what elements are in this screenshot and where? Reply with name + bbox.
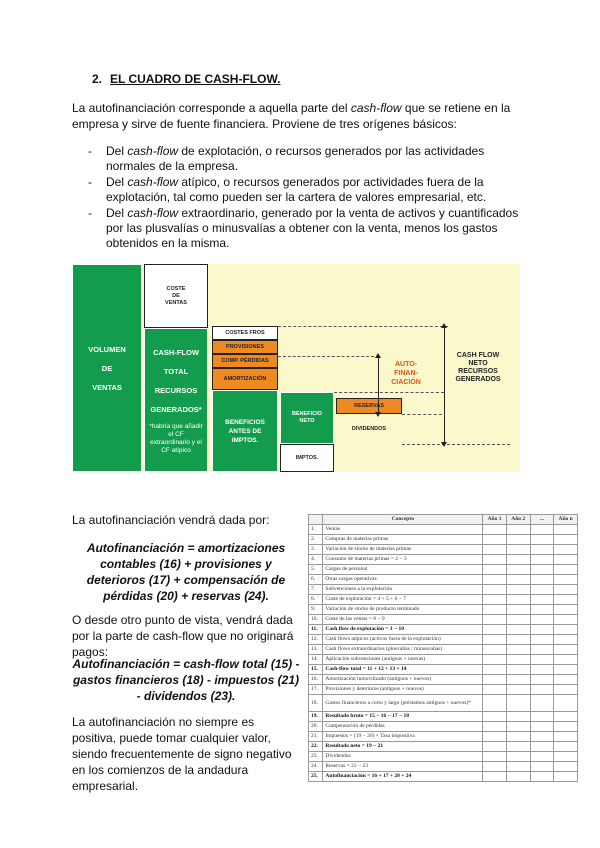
row-concept: Autofinanciación = 16 + 17 + 20 + 24 — [323, 772, 483, 782]
year-cell — [506, 635, 530, 645]
reservas-label: RESERVAS — [354, 402, 384, 409]
year-cell — [530, 675, 554, 685]
guide-line — [402, 414, 442, 415]
year-cell — [554, 675, 578, 685]
year-cell — [530, 645, 554, 655]
guide-line — [278, 356, 374, 357]
reservas-block — [336, 398, 402, 414]
row-number: 4. — [309, 555, 323, 565]
year-cell — [483, 575, 507, 585]
row-concept: Aplicación subvenciones (antiguas + nuevas) — [323, 655, 483, 665]
year-cell — [554, 772, 578, 782]
row-number: 23. — [309, 752, 323, 762]
list-dash: - — [88, 206, 92, 220]
table-header-row — [309, 515, 578, 525]
cash-flow-total-label: GENERADOS* — [150, 405, 202, 414]
list-dash: - — [88, 144, 92, 158]
table-row — [309, 685, 578, 695]
year-cell — [483, 645, 507, 655]
year-cell — [530, 655, 554, 665]
year-cell — [483, 675, 507, 685]
table-header: Concepto — [323, 515, 483, 525]
table-row — [309, 555, 578, 565]
costes-fros-label: COSTES FROS — [225, 329, 265, 336]
year-cell — [554, 695, 578, 712]
row-number: 15. — [309, 665, 323, 675]
list-item-text: Del — [106, 175, 128, 189]
year-cell — [506, 732, 530, 742]
list-item-text: extraordinario, generado por la venta de activos y cuantificados por las plusvalías o minusvalías a obtener con la venta, menos los gastos obtenidos en la misma. — [106, 206, 519, 250]
row-number: 5. — [309, 565, 323, 575]
formula-autofinanciacion-1: Autofinanciación = amortizaciones contables (16) + provisiones y deterioros (17) + compensación de pérdidas (20) + reservas (24). — [86, 541, 286, 603]
row-concept: Cargas de personal — [323, 565, 483, 575]
volumen-label: VOLUMEN — [88, 344, 126, 354]
year-cell — [530, 695, 554, 712]
year-cell — [530, 545, 554, 555]
cash-flow-total-block — [144, 328, 208, 472]
volumen-label: DE — [101, 363, 113, 373]
year-cell — [530, 752, 554, 762]
row-concept: Provisiones y deterioros (antiguos + nuevos) — [323, 685, 483, 695]
row-concept: Variación de stocks de producto terminado — [323, 605, 483, 615]
table-row — [309, 595, 578, 605]
year-cell — [483, 722, 507, 732]
year-cell — [483, 595, 507, 605]
table-row — [309, 575, 578, 585]
year-cell — [483, 555, 507, 565]
row-number: 16. — [309, 675, 323, 685]
year-cell — [530, 635, 554, 645]
beneficio-neto-block — [280, 392, 334, 444]
table-row — [309, 762, 578, 772]
arrow-up-icon — [441, 323, 447, 328]
intro-emphasis: cash-flow — [350, 101, 402, 115]
list-item-text: de explotación, o recursos generados por las actividades normales de la empresa. — [106, 144, 485, 173]
list-item — [88, 175, 532, 205]
year-cell — [554, 712, 578, 722]
year-cell — [554, 595, 578, 605]
year-cell — [530, 742, 554, 752]
list-item-text: atípico, o recursos generados por actividades fuera de la explotación, tal como pueden ser la cartera de valores empresarial, etc. — [106, 175, 487, 204]
year-cell — [506, 752, 530, 762]
lower-paragraph-3: La autofinanciación no siempre es positiva, puede tomar cualquier valor, siendo frecuentemente de signo negativo en los comienzos de la andadura empresarial. — [72, 715, 292, 793]
costes-fros-block — [212, 326, 278, 340]
row-concept: Subvenciones a la explotación — [323, 585, 483, 595]
coste-label: DE — [172, 292, 180, 299]
row-concept: Compensación de pérdidas — [323, 722, 483, 732]
row-number: 3. — [309, 545, 323, 555]
year-cell — [530, 585, 554, 595]
year-cell — [506, 555, 530, 565]
section-heading — [92, 72, 280, 86]
year-cell — [530, 665, 554, 675]
year-cell — [554, 625, 578, 635]
year-cell — [483, 685, 507, 695]
year-cell — [554, 665, 578, 675]
volumen-ventas-block — [72, 264, 142, 472]
cash-flow-neto-label — [448, 352, 508, 384]
row-number: 24. — [309, 762, 323, 772]
year-cell — [554, 555, 578, 565]
table-row — [309, 565, 578, 575]
year-cell — [554, 545, 578, 555]
year-cell — [506, 605, 530, 615]
autofinanciacion-line: AUTO- — [394, 361, 418, 368]
year-cell — [554, 525, 578, 535]
list-item-emphasis: cash-flow — [127, 175, 179, 189]
autofinanciacion-line: FINAN- — [394, 370, 418, 377]
year-cell — [506, 722, 530, 732]
table-row — [309, 585, 578, 595]
row-number: 20. — [309, 722, 323, 732]
year-cell — [530, 712, 554, 722]
year-cell — [554, 615, 578, 625]
table-row — [309, 722, 578, 732]
guide-line — [402, 444, 510, 445]
row-concept: Consumo de materias primas = 2 − 3 — [323, 555, 483, 565]
row-number: 21. — [309, 732, 323, 742]
table-row — [309, 772, 578, 782]
year-cell — [530, 685, 554, 695]
section-title: EL CUADRO DE CASH-FLOW. — [110, 72, 281, 86]
row-concept: Variación de stocks de materias primas — [323, 545, 483, 555]
year-cell — [506, 585, 530, 595]
table-header — [309, 515, 323, 525]
row-number: 1. — [309, 525, 323, 535]
table-header: ... — [530, 515, 554, 525]
year-cell — [554, 535, 578, 545]
cash-flow-total-label: CASH-FLOW — [153, 348, 199, 357]
table-row — [309, 675, 578, 685]
row-concept: Ventas — [323, 525, 483, 535]
row-number: 25. — [309, 772, 323, 782]
year-cell — [506, 575, 530, 585]
row-concept: Impuestos = (19 − 20) × Tasa impositiva — [323, 732, 483, 742]
table-row — [309, 535, 578, 545]
year-cell — [530, 625, 554, 635]
coste-label: COSTE — [166, 285, 186, 292]
table-row — [309, 605, 578, 615]
year-cell — [530, 535, 554, 545]
beneficios-label: BENEFICIOS — [225, 418, 265, 426]
year-cell — [554, 635, 578, 645]
amortizacion-label: AMORTIZACIÓN — [223, 375, 267, 382]
arrow-up-icon — [375, 353, 381, 358]
arrow-down-icon — [375, 412, 381, 417]
dividendos-label: DIVIDENDOS — [351, 425, 387, 432]
row-number: 10. — [309, 615, 323, 625]
row-concept: Otras cargas operativas — [323, 575, 483, 585]
row-number: 17. — [309, 685, 323, 695]
year-cell — [554, 685, 578, 695]
year-cell — [483, 615, 507, 625]
formula-autofinanciacion-2: Autofinanciación = cash-flow total (15) - gastos financieros (18) - impuestos (21) - dividendos (23). — [72, 657, 300, 703]
autofinanciacion-arrow-line — [378, 356, 379, 414]
cash-flow-neto-line: CASH FLOW — [456, 352, 500, 359]
list-item-text: Del — [106, 144, 128, 158]
year-cell — [530, 525, 554, 535]
row-concept: Cash-flow total = 11 + 12 + 13 + 14 — [323, 665, 483, 675]
year-cell — [554, 722, 578, 732]
year-cell — [483, 545, 507, 555]
cash-flow-diagram — [72, 264, 520, 472]
row-number: 19. — [309, 712, 323, 722]
year-cell — [483, 525, 507, 535]
year-cell — [530, 605, 554, 615]
year-cell — [554, 655, 578, 665]
year-cell — [554, 645, 578, 655]
arrow-down-icon — [441, 442, 447, 447]
year-cell — [506, 565, 530, 575]
row-number: 9. — [309, 605, 323, 615]
table-row — [309, 712, 578, 722]
coste-label: VENTAS — [165, 299, 187, 306]
row-concept: Resultado bruto = 15 − 16 − 17 − 18 — [323, 712, 483, 722]
autofinanciacion-line: CIACIÓN — [391, 379, 421, 386]
autofinanciacion-label — [384, 360, 428, 387]
amortizacion-block — [212, 368, 278, 390]
year-cell — [554, 752, 578, 762]
beneficio-neto-label: BENEFICIO — [292, 411, 322, 417]
row-concept: Cash flow de explotación = 1 − 10 — [323, 625, 483, 635]
cash-flow-neto-line: NETO — [468, 360, 488, 367]
row-number: 2. — [309, 535, 323, 545]
row-number: 18. — [309, 695, 323, 712]
year-cell — [506, 665, 530, 675]
list-dash: - — [88, 175, 92, 189]
year-cell — [483, 535, 507, 545]
year-cell — [506, 525, 530, 535]
row-concept: Reservas = 22 − 23 — [323, 762, 483, 772]
imptos-block — [280, 444, 334, 472]
table-row — [309, 635, 578, 645]
volumen-label: VENTAS — [92, 382, 122, 392]
year-cell — [483, 625, 507, 635]
year-cell — [483, 565, 507, 575]
row-number: 7. — [309, 585, 323, 595]
year-cell — [506, 772, 530, 782]
year-cell — [506, 645, 530, 655]
provisiones-label: PROVISIONES — [226, 343, 264, 350]
year-cell — [483, 695, 507, 712]
intro-paragraph — [72, 100, 532, 132]
year-cell — [554, 762, 578, 772]
cash-flow-note: *habría que añadir el CF extraordinario y el CF atípico — [149, 423, 203, 454]
year-cell — [530, 565, 554, 575]
year-cell — [506, 595, 530, 605]
row-concept: Coste de explotación = 4 + 5 + 6 − 7 — [323, 595, 483, 605]
year-cell — [530, 615, 554, 625]
year-cell — [483, 655, 507, 665]
year-cell — [554, 732, 578, 742]
row-concept: Cash flows atípicos (activos fuera de la explotación) — [323, 635, 483, 645]
year-cell — [483, 585, 507, 595]
year-cell — [483, 752, 507, 762]
list-item-text: Del — [106, 206, 128, 220]
cash-flow-table — [308, 514, 578, 782]
compensacion-perdidas-block — [212, 354, 278, 368]
table-row — [309, 752, 578, 762]
year-cell — [483, 635, 507, 645]
guide-line — [278, 326, 448, 327]
row-concept: Dividendos — [323, 752, 483, 762]
dividendos-block — [336, 414, 402, 444]
comp-perdidas-label: COMP. PÉRDIDAS — [221, 357, 269, 364]
beneficios-label: ANTES DE — [228, 427, 262, 435]
provisiones-block — [212, 340, 278, 354]
table-row — [309, 665, 578, 675]
beneficio-neto-label: NETO — [299, 418, 315, 424]
year-cell — [483, 712, 507, 722]
year-cell — [483, 772, 507, 782]
table-row — [309, 645, 578, 655]
year-cell — [506, 712, 530, 722]
cash-flow-neto-line: RECURSOS — [458, 368, 498, 375]
imptos-label: IMPTOS. — [295, 454, 319, 461]
lower-paragraph-2: O desde otro punto de vista, vendrá dada por la parte de cash-flow que no originará pagos: — [72, 613, 294, 659]
year-cell — [530, 575, 554, 585]
table-row — [309, 695, 578, 712]
year-cell — [530, 732, 554, 742]
year-cell — [530, 722, 554, 732]
table-row — [309, 655, 578, 665]
guide-line — [334, 392, 444, 393]
section-number: 2. — [92, 72, 103, 86]
year-cell — [530, 595, 554, 605]
cash-flow-neto-line: GENERADOS — [455, 376, 501, 383]
year-cell — [506, 615, 530, 625]
row-number: 11. — [309, 625, 323, 635]
table-row — [309, 625, 578, 635]
year-cell — [506, 762, 530, 772]
row-number: 14. — [309, 655, 323, 665]
year-cell — [554, 742, 578, 752]
row-concept: Cash flows extraordinarios (plusvalías / minusvalías) — [323, 645, 483, 655]
intro-text-start: La autofinanciación corresponde a aquella parte del — [72, 101, 351, 115]
year-cell — [554, 565, 578, 575]
cash-flow-total-label: TOTAL — [163, 367, 189, 376]
row-number: 13. — [309, 645, 323, 655]
beneficios-label: IMPTOS. — [231, 436, 259, 444]
row-concept: Coste de las ventas = 8 − 9 — [323, 615, 483, 625]
year-cell — [554, 605, 578, 615]
list-item-emphasis: cash-flow — [127, 206, 179, 220]
row-number: 8. — [309, 595, 323, 605]
row-number: 12. — [309, 635, 323, 645]
year-cell — [506, 695, 530, 712]
year-cell — [506, 742, 530, 752]
year-cell — [530, 762, 554, 772]
year-cell — [506, 685, 530, 695]
year-cell — [554, 575, 578, 585]
intro-text-end: que se retiene en la empresa y sirve de fuente financiera. Proviene de tres orígenes básicos: — [72, 101, 511, 131]
table-row — [309, 545, 578, 555]
year-cell — [530, 772, 554, 782]
year-cell — [506, 535, 530, 545]
row-concept: Compras de materias primas — [323, 535, 483, 545]
row-number: 22. — [309, 742, 323, 752]
year-cell — [530, 555, 554, 565]
year-cell — [483, 605, 507, 615]
year-cell — [483, 762, 507, 772]
list-item — [88, 206, 532, 251]
table-row — [309, 742, 578, 752]
table-body — [309, 525, 578, 782]
row-concept: Resultado neto = 19 − 21 — [323, 742, 483, 752]
coste-ventas-block — [144, 264, 208, 328]
table-row — [309, 525, 578, 535]
row-number: 6. — [309, 575, 323, 585]
year-cell — [506, 655, 530, 665]
row-concept: Amortización inmovilizado (antiguos + nuevos) — [323, 675, 483, 685]
list-item-emphasis: cash-flow — [127, 144, 179, 158]
list-item — [88, 144, 532, 174]
lower-paragraph-1: La autofinanciación vendrá dada por: — [72, 513, 270, 527]
year-cell — [506, 675, 530, 685]
table-header: Año 2 — [506, 515, 530, 525]
table-header: Año n — [554, 515, 578, 525]
beneficios-block — [212, 390, 278, 472]
table-row — [309, 732, 578, 742]
table-header: Año 1 — [483, 515, 507, 525]
table-row — [309, 615, 578, 625]
year-cell — [483, 665, 507, 675]
cash-flow-neto-arrow-line — [444, 326, 445, 444]
year-cell — [506, 625, 530, 635]
origins-list — [88, 144, 532, 252]
cash-flow-total-label: RECURSOS — [154, 386, 198, 395]
row-concept: Gastos financieros a corto y largo (préstamos antiguos + nuevos)* — [323, 695, 483, 712]
year-cell — [483, 742, 507, 752]
year-cell — [506, 545, 530, 555]
year-cell — [554, 585, 578, 595]
year-cell — [483, 732, 507, 742]
